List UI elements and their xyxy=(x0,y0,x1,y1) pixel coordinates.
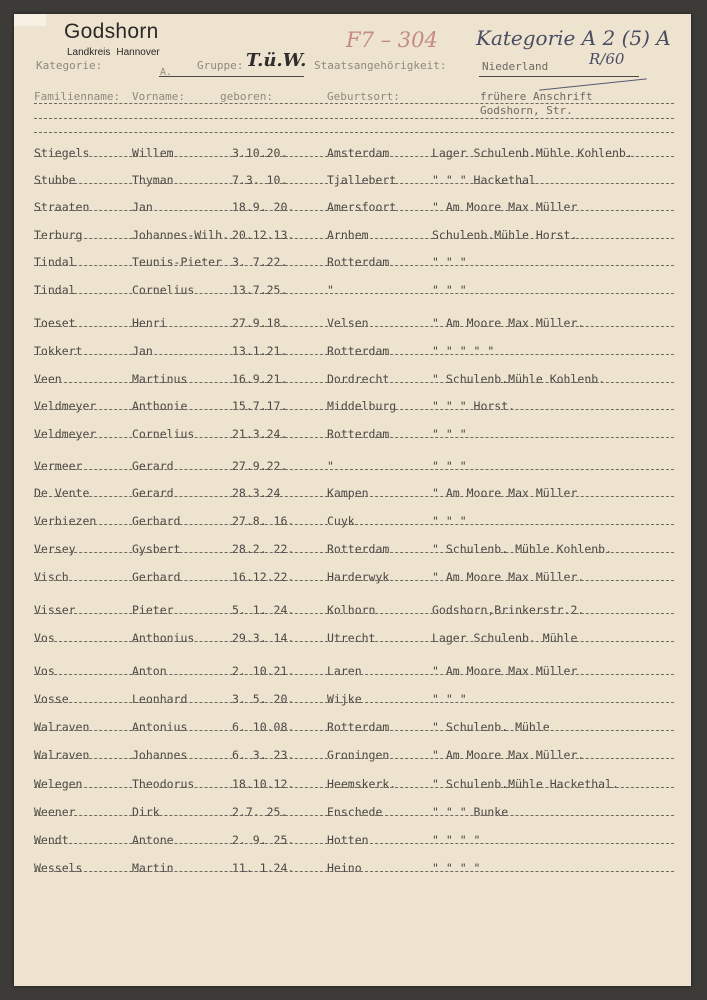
cell-first: Gerhard xyxy=(132,570,181,584)
row-rule xyxy=(34,674,674,675)
cell-dob: 13.7.25. xyxy=(232,283,288,297)
gruppe-underline xyxy=(159,76,304,77)
cell-place: Dordrecht xyxy=(327,372,390,386)
row-rule xyxy=(34,524,674,525)
cell-first: Jan xyxy=(132,344,153,358)
cell-place: Velsen xyxy=(327,316,369,330)
cell-address: " " " xyxy=(432,514,467,528)
row-rule xyxy=(34,409,674,410)
cell-surname: Walraven xyxy=(34,720,90,734)
cell-first: Johannes xyxy=(132,748,188,762)
cell-surname: Tindal xyxy=(34,283,76,297)
cell-dob: 29.3. 14. xyxy=(232,631,295,645)
cell-first: Martinus xyxy=(132,372,188,386)
cell-surname: Terburg xyxy=(34,228,83,242)
cell-surname: Visch xyxy=(34,570,69,584)
cell-first: Anthonius xyxy=(132,631,195,645)
cell-address: Lager Schulenb. Mühle xyxy=(432,631,578,645)
cell-dob: 2. 10.21. xyxy=(232,664,295,678)
stamp-title: Godshorn xyxy=(64,20,159,43)
row-rule xyxy=(34,815,674,816)
cell-dob: 3. 7.22. xyxy=(232,255,288,269)
row-rule xyxy=(34,156,674,157)
cell-dob: 27.9.18. xyxy=(232,316,288,330)
row-rule xyxy=(34,354,674,355)
stamp-landkreis-value: Hannover xyxy=(116,47,160,58)
cell-place: Hotten xyxy=(327,833,369,847)
cell-dob: 16.12.22. xyxy=(232,570,295,584)
col-geburtsort: Geburtsort: xyxy=(327,90,400,103)
row-rule xyxy=(34,496,674,497)
cell-surname: Weener xyxy=(34,805,76,819)
kategorie-handwritten: Kategorie A 2 (5) A xyxy=(476,26,671,50)
cell-place: Kampen xyxy=(327,486,369,500)
cell-address: " " " xyxy=(432,255,467,269)
cell-place: Wijke xyxy=(327,692,362,706)
cell-address: " Schulenb. Mühle Kohlenb. xyxy=(432,542,613,556)
cell-address: " " " " xyxy=(432,833,481,847)
cell-dob: 27.8. 16. xyxy=(232,514,295,528)
cell-surname: Verbiezen xyxy=(34,514,97,528)
cell-first: Henri xyxy=(132,316,167,330)
cell-dob: 11. 1.24. xyxy=(232,861,295,875)
row-rule xyxy=(34,183,674,184)
cell-address: " Am Moore Max Müller xyxy=(432,486,578,500)
header-rule-3 xyxy=(34,132,674,133)
cell-address: " " " " " xyxy=(432,344,495,358)
cell-dob: 2. 9. 25. xyxy=(232,833,295,847)
cell-address: Godshorn,Brinkerstr.2. xyxy=(432,603,585,617)
cell-place: Enschede xyxy=(327,805,383,819)
card-corner-tab xyxy=(14,14,46,26)
cell-surname: Tindal xyxy=(34,255,76,269)
cell-first: Anthonie xyxy=(132,399,188,413)
cell-dob: 13.1.21. xyxy=(232,344,288,358)
record-card xyxy=(14,14,691,986)
cell-first: Theodorus xyxy=(132,777,195,791)
field-kategorie-label: Kategorie: xyxy=(36,59,103,72)
cell-address: " Am Moore Max Müller. xyxy=(432,316,585,330)
cell-address: " " " xyxy=(432,427,467,441)
cell-address: " Schulenb.Mühle Hackethal. xyxy=(432,777,619,791)
cell-dob: 16.9.21. xyxy=(232,372,288,386)
cell-surname: Wessels xyxy=(34,861,83,875)
cell-address: Schulenb.Mühle Horst. xyxy=(432,228,578,242)
col-familienname: Familienname: xyxy=(34,90,121,103)
cell-place: Amersfoort xyxy=(327,200,397,214)
field-staat-value: Niederland xyxy=(482,60,549,73)
stamp-landkreis xyxy=(67,47,166,58)
row-rule xyxy=(34,469,674,470)
cell-place: Rotterdam xyxy=(327,255,390,269)
cell-place: Rotterdam xyxy=(327,720,390,734)
row-rule xyxy=(34,437,674,438)
cell-address: " Schulenb. Mühle xyxy=(432,720,550,734)
row-rule xyxy=(34,843,674,844)
cell-address: " " " Horst. xyxy=(432,399,516,413)
cell-address: " Am Moore Max Müller xyxy=(432,200,578,214)
cell-surname: Versey xyxy=(34,542,76,556)
row-rule xyxy=(34,382,674,383)
stamp-landkreis-label: Landkreis xyxy=(67,47,111,58)
cell-dob: 18.10.12. xyxy=(232,777,295,791)
cell-place: Groningen xyxy=(327,748,390,762)
row-rule xyxy=(34,210,674,211)
row-rule xyxy=(34,265,674,266)
cell-address: Lager Schulenb.Mühle Kohlenb. xyxy=(432,146,633,160)
row-rule xyxy=(34,641,674,642)
col-anschrift-1: frühere Anschrift xyxy=(480,90,593,103)
cell-surname: Veldmeyer xyxy=(34,399,97,413)
cell-address: " " " xyxy=(432,692,467,706)
cell-place: Rotterdam xyxy=(327,344,390,358)
cell-surname: Stiegels xyxy=(34,146,90,160)
cell-surname: Vos xyxy=(34,631,55,645)
cell-address: " " " Hackethal xyxy=(432,173,536,187)
cell-first: Gerard xyxy=(132,459,174,473)
cell-surname: Wendt xyxy=(34,833,69,847)
cell-surname: De Vente xyxy=(34,486,90,500)
cell-first: Antonius xyxy=(132,720,188,734)
cell-first: Leonhard xyxy=(132,692,188,706)
cell-place: Harderwyk xyxy=(327,570,390,584)
cell-first: Antone xyxy=(132,833,174,847)
cell-place: Kolhorn xyxy=(327,603,376,617)
cell-first: Cornelius xyxy=(132,283,195,297)
cell-dob: 3. 5. 20. xyxy=(232,692,295,706)
field-gruppe-small: A. xyxy=(160,67,173,78)
row-rule xyxy=(34,730,674,731)
row-rule xyxy=(34,580,674,581)
cell-first: Anton xyxy=(132,664,167,678)
row-rule xyxy=(34,702,674,703)
row-rule xyxy=(34,758,674,759)
col-vorname: Vorname: xyxy=(132,90,185,103)
cell-first: Dirk xyxy=(132,805,160,819)
cell-place: Heemskerk. xyxy=(327,777,397,791)
cell-address: " " " " xyxy=(432,861,481,875)
cell-dob: 15.7.17. xyxy=(232,399,288,413)
cell-dob: 27.9.22. xyxy=(232,459,288,473)
cell-surname: Vos xyxy=(34,664,55,678)
cell-place: Utrecht xyxy=(327,631,376,645)
cell-dob: 5. 1. 24. xyxy=(232,603,295,617)
row-rule xyxy=(34,871,674,872)
col-geboren: geboren: xyxy=(220,90,273,103)
cell-dob: 28.3.24 xyxy=(232,486,281,500)
cell-place: " xyxy=(327,459,334,473)
cell-surname: Vermeer xyxy=(34,459,83,473)
row-rule xyxy=(34,613,674,614)
cell-first: Jan xyxy=(132,200,153,214)
cell-dob: 28.2. 22. xyxy=(232,542,295,556)
cell-dob: 6. 10.08. xyxy=(232,720,295,734)
cell-address: " Am Moore Max Müller. xyxy=(432,570,585,584)
header-rule-2 xyxy=(34,118,674,119)
col-anschrift-2: Godshorn, Str. xyxy=(480,104,573,117)
kategorie-underline xyxy=(539,78,647,90)
cell-first: Teunis-Pieter xyxy=(132,255,223,269)
cell-dob: 18.9. 20. xyxy=(232,200,295,214)
cell-first: Johannes-Wilh. xyxy=(132,228,229,242)
header-rule-1 xyxy=(34,103,674,104)
cell-surname: Veen xyxy=(34,372,62,386)
cell-first: Gerhard xyxy=(132,514,181,528)
cell-address: " " " Bunke xyxy=(432,805,509,819)
cell-place: Middelburg xyxy=(327,399,397,413)
row-rule xyxy=(34,552,674,553)
row-rule xyxy=(34,293,674,294)
cell-dob: 6. 3. 23. xyxy=(232,748,295,762)
cell-dob: 21.3.24. xyxy=(232,427,288,441)
staat-underline xyxy=(479,76,639,77)
cell-surname: Veldmeyer xyxy=(34,427,97,441)
cell-address: " " " xyxy=(432,283,467,297)
cell-surname: Straaten xyxy=(34,200,90,214)
cell-address: " " " xyxy=(432,459,467,473)
cell-first: Gerard xyxy=(132,486,174,500)
row-rule xyxy=(34,326,674,327)
field-gruppe-label: Gruppe: xyxy=(197,59,244,72)
row-rule xyxy=(34,787,674,788)
cell-place: Rotterdam xyxy=(327,542,390,556)
cell-surname: Walraven xyxy=(34,748,90,762)
field-staat-label: Staatsangehörigkeit: xyxy=(314,59,447,72)
cell-place: Heino xyxy=(327,861,362,875)
cell-dob: 2.7. 25. xyxy=(232,805,288,819)
cell-dob: 7.3. 10. xyxy=(232,173,288,187)
cell-first: Gysbert xyxy=(132,542,181,556)
kategorie-code: R/60 xyxy=(589,50,625,68)
cell-dob: 20.12.13. xyxy=(232,228,295,242)
field-gruppe-hand: T.ü.W. xyxy=(246,50,307,71)
cell-surname: Tokkert xyxy=(34,344,83,358)
cell-first: Martin xyxy=(132,861,174,875)
cell-place: Rotterdam xyxy=(327,427,390,441)
cell-surname: Toeset xyxy=(34,316,76,330)
cell-place: " xyxy=(327,283,334,297)
cell-address: " Am Moore Max Müller xyxy=(432,664,578,678)
cell-address: " Schulenb.Mühle Kohlenb. xyxy=(432,372,606,386)
cell-surname: Vosse xyxy=(34,692,69,706)
cell-place: Laren xyxy=(327,664,362,678)
cell-place: Tjallebert xyxy=(327,173,397,187)
row-rule xyxy=(34,238,674,239)
cell-surname: Welegen xyxy=(34,777,83,791)
cell-place: Arnhem xyxy=(327,228,369,242)
cell-place: Cuyk xyxy=(327,514,355,528)
cell-first: Thyman xyxy=(132,173,174,187)
cell-first: Cornelius xyxy=(132,427,195,441)
cell-address: " Am Moore Max Müller. xyxy=(432,748,585,762)
archive-ref-red: F7 – 304 xyxy=(346,28,438,52)
cell-surname: Visser xyxy=(34,603,76,617)
cell-surname: Stubbe xyxy=(34,173,76,187)
cell-first: Willem xyxy=(132,146,174,160)
cell-first: Pieter xyxy=(132,603,174,617)
cell-place: Amsterdam xyxy=(327,146,390,160)
cell-dob: 3.10.20. xyxy=(232,146,288,160)
